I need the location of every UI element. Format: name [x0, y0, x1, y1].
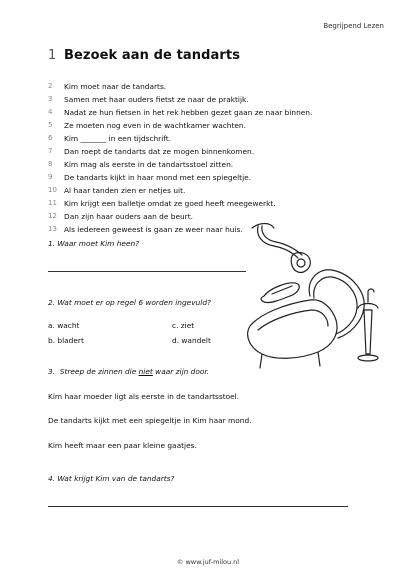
story-line [48, 184, 388, 197]
story-line-with-blank [48, 132, 388, 145]
story-line [48, 80, 388, 93]
story-sentence: De tandarts kijkt in haar mond met een spiegeltje. [64, 173, 252, 182]
story-line [48, 145, 388, 158]
story-sentence-start: Kim [64, 134, 81, 143]
title-row [48, 48, 240, 63]
option-c[interactable]: c. ziet [172, 321, 195, 330]
worksheet-category: Begrijpend Lezen [323, 22, 384, 30]
answer-line-question-1[interactable] [48, 271, 246, 272]
title-line-number: 1 [48, 48, 57, 63]
question-2: 2. Wat moet er op regel 6 worden ingevuld? [48, 298, 211, 307]
story-line [48, 171, 388, 184]
statement-3[interactable]: Kim heeft maar een paar kleine gaatjes. [48, 441, 197, 450]
fill-in-blank: _______ [80, 134, 107, 143]
dental-chair-illustration [240, 222, 390, 382]
story-sentence-end: in een tijdschrift. [106, 134, 171, 143]
statement-2[interactable]: De tandarts kijkt met een spiegeltje in Kim haar mond. [48, 416, 252, 425]
line-number: 9 [48, 173, 53, 181]
line-number: 4 [48, 108, 53, 116]
story-line [48, 93, 388, 106]
line-number: 3 [48, 95, 53, 103]
line-number: 10 [48, 186, 57, 194]
question-3-emphasis: niet [138, 367, 153, 376]
question-1: 1. Waar moet Kim heen? [48, 239, 140, 248]
option-d[interactable]: d. wandelt [172, 336, 211, 345]
line-number: 7 [48, 147, 53, 155]
answer-line-question-4[interactable] [48, 506, 348, 507]
line-number: 11 [48, 199, 57, 207]
page-title: Bezoek aan de tandarts [64, 48, 241, 63]
question-3-start: 3. Streep de zinnen die [48, 367, 139, 376]
line-number: 5 [48, 121, 53, 129]
story-line [48, 158, 388, 171]
story-sentence: Ze moeten nog even in de wachtkamer wachten. [64, 121, 246, 130]
option-b[interactable]: b. bladert [48, 336, 84, 345]
line-number: 6 [48, 134, 53, 142]
question-3 [48, 367, 209, 376]
story-line [48, 197, 388, 210]
question-3-end: waar zijn door. [152, 367, 210, 376]
story-sentence: Al haar tanden zien er netjes uit. [64, 186, 186, 195]
story-sentence: Als iedereen geweest is gaan ze weer naar huis. [64, 225, 243, 234]
line-number: 12 [48, 212, 57, 220]
option-a[interactable]: a. wacht [48, 321, 80, 330]
story-line [48, 119, 388, 132]
story-sentence: Dan roept de tandarts dat ze mogen binnenkomen. [64, 147, 255, 156]
story-text [48, 80, 388, 236]
story-sentence: Kim mag als eerste in de tandartsstoel zitten. [64, 160, 234, 169]
story-sentence: Samen met haar ouders fietst ze naar de praktijk. [64, 95, 249, 104]
story-sentence: Nadat ze hun fietsen in het rek hebben gezet gaan ze naar binnen. [64, 108, 313, 117]
statement-1[interactable]: Kim haar moeder ligt als eerste in de tandartsstoel. [48, 392, 240, 401]
story-sentence: Kim moet naar de tandarts. [64, 82, 167, 91]
line-number: 13 [48, 225, 57, 233]
line-number: 2 [48, 82, 53, 90]
footer-copyright: © www.juf-milou.nl [176, 558, 240, 566]
story-sentence: Dan zijn haar ouders aan de beurt. [64, 212, 193, 221]
story-line [48, 106, 388, 119]
question-4: 4. Wat krijgt Kim van de tandarts? [48, 474, 175, 483]
line-number: 8 [48, 160, 53, 168]
story-sentence: Kim krijgt een balletje omdat ze goed heeft meegewerkt. [64, 199, 276, 208]
